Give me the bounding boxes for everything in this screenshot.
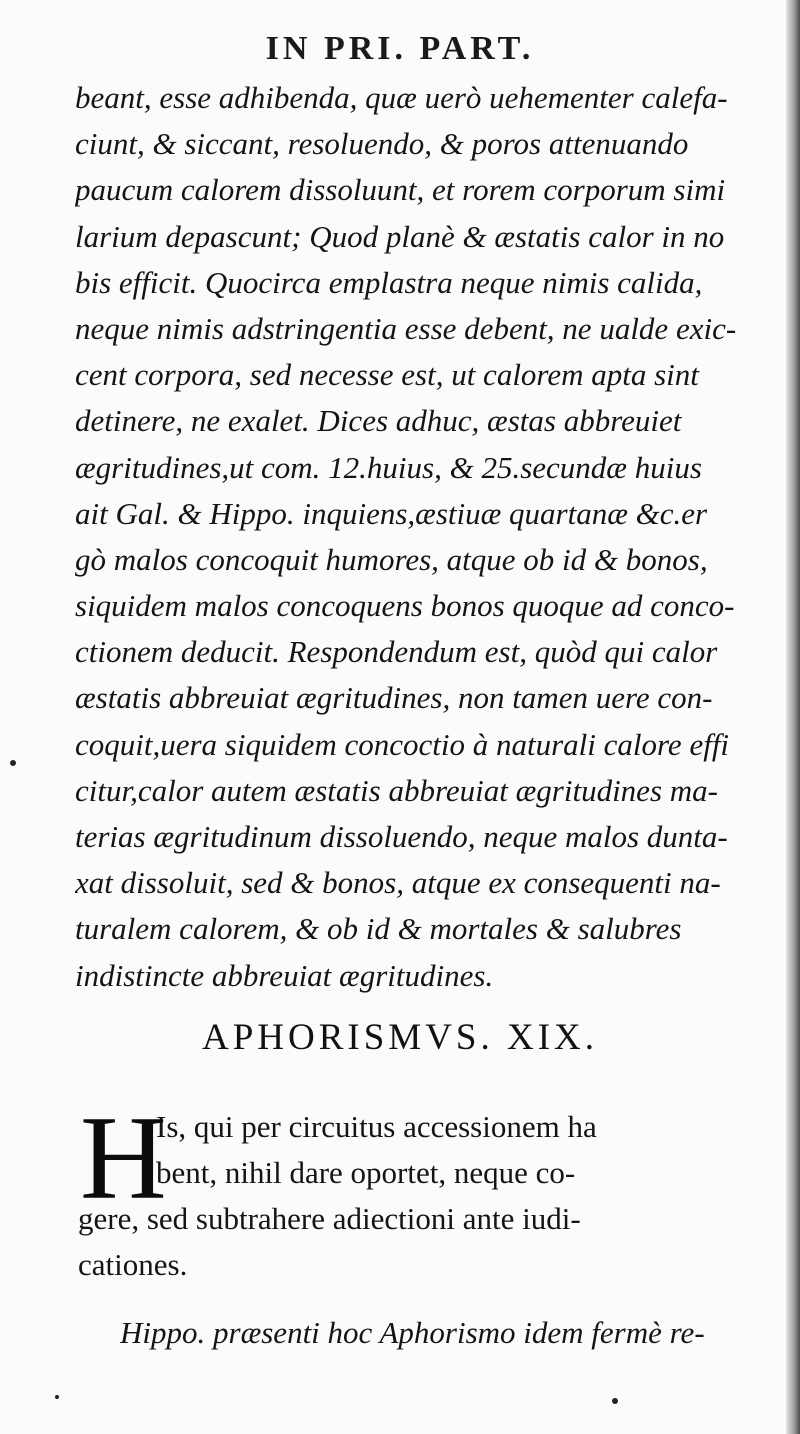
aphorism-line: Is, qui per circuitus accessionem ha bbox=[156, 1109, 597, 1144]
text-line: detinere, ne exalet. Dices adhuc, æstas abbreuiet bbox=[75, 403, 682, 439]
running-head: IN PRI. PART. bbox=[265, 30, 535, 67]
text-line: paucum calorem dissoluunt, et rorem corporum simi bbox=[75, 172, 726, 208]
ink-speck bbox=[55, 1395, 59, 1399]
text-line: ægritudines,ut com. 12.huius, & 25.secundæ huius bbox=[75, 449, 702, 485]
text-line: indistincte abbreuiat ægritudines. bbox=[75, 957, 494, 993]
text-line: cent corpora, sed necesse est, ut calorem apta sint bbox=[75, 357, 699, 393]
text-line: æstatis abbreuiat ægritudines, non tamen uere con- bbox=[75, 680, 713, 716]
drop-cap: H bbox=[80, 1091, 167, 1224]
commentary-line: Hippo. præsenti hoc Aphorismo idem fermè re- bbox=[120, 1315, 705, 1350]
text-line: citur,calor autem æstatis abbreuiat ægritudines ma- bbox=[75, 772, 718, 808]
text-line: xat dissoluit, sed & bonos, atque ex consequenti na- bbox=[75, 865, 721, 901]
aphorism-text-block bbox=[78, 1091, 768, 1288]
text-line: turalem calorem, & ob id & mortales & salubres bbox=[75, 911, 682, 947]
text-line: ctionem deducit. Respondendum est, quòd qui calor bbox=[75, 634, 718, 670]
text-line: terias ægritudinum dissoluendo, neque malos dunta- bbox=[75, 819, 728, 854]
text-line: neque nimis adstringentia esse debent, ne ualde exic- bbox=[75, 310, 737, 346]
commentary-text-block bbox=[75, 75, 765, 999]
aphorism-line: gere, sed subtrahere adiectioni ante iudi- bbox=[78, 1201, 581, 1236]
ink-speck bbox=[612, 1398, 618, 1404]
text-line: siquidem malos concoquens bonos quoque ad conco- bbox=[75, 588, 735, 624]
text-line: coquit,uera siquidem concoctio à naturali calore effi bbox=[75, 726, 730, 762]
aphorism-line: cationes. bbox=[78, 1247, 188, 1282]
aphorism-heading: APHORISMVS. XIX. bbox=[201, 1017, 599, 1058]
text-line: ciunt, & siccant, resoluendo, & poros attenuando bbox=[75, 126, 689, 162]
text-line: larium depascunt; Quod planè & æstatis calor in no bbox=[75, 218, 725, 254]
text-line: beant, esse adhibenda, quæ uerò uehementer calefa- bbox=[75, 80, 728, 115]
text-line: gò malos concoquit humores, atque ob id & bonos, bbox=[75, 541, 708, 577]
page-edge-shadow bbox=[786, 0, 800, 1434]
text-line: bis efficit. Quocirca emplastra neque nimis calida, bbox=[75, 264, 703, 300]
aphorism-line: bent, nihil dare oportet, neque co- bbox=[156, 1155, 576, 1190]
text-line: ait Gal. & Hippo. inquiens,æstiuæ quartanæ &c.er bbox=[75, 495, 708, 531]
ink-speck bbox=[10, 760, 16, 766]
